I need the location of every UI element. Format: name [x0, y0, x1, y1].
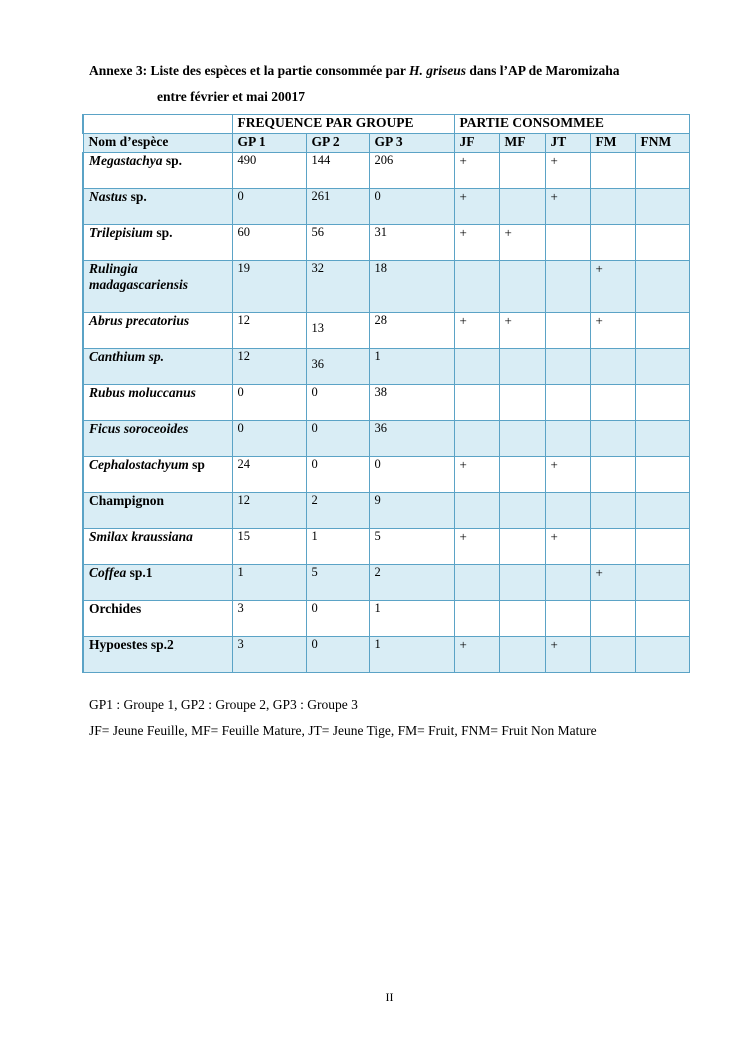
gp2-cell: 144 — [306, 153, 369, 189]
species-name-cell — [83, 349, 232, 385]
fnm-cell — [635, 601, 689, 637]
column-header: JF — [454, 134, 499, 153]
jt-cell — [545, 261, 590, 313]
fm-cell: + — [590, 565, 635, 601]
gp3-cell: 38 — [369, 385, 454, 421]
mf-cell — [499, 565, 545, 601]
gp3-cell: 1 — [369, 637, 454, 673]
fm-cell — [590, 153, 635, 189]
jf-cell: + — [454, 153, 499, 189]
mf-cell — [499, 637, 545, 673]
jt-cell — [545, 493, 590, 529]
species-genus: Rubus moluccanus — [89, 385, 196, 400]
fm-cell — [590, 637, 635, 673]
species-rest: Hypoestes sp.2 — [89, 637, 174, 652]
mf-cell — [499, 601, 545, 637]
species-name-cell — [83, 261, 232, 313]
legend-parts: JF= Jeune Feuille, MF= Feuille Mature, JT= Jeune Tige, FM= Fruit, FNM= Fruit Non Mature — [89, 723, 597, 738]
species-genus: Megastachya — [89, 153, 163, 168]
table-row — [83, 189, 689, 225]
species-genus: Smilax kraussiana — [89, 529, 193, 544]
jt-cell — [545, 421, 590, 457]
mf-cell: + — [499, 313, 545, 349]
gp2-cell — [306, 349, 369, 385]
mf-cell — [499, 385, 545, 421]
species-rest: sp. — [153, 225, 173, 240]
fnm-cell — [635, 225, 689, 261]
jt-cell: + — [545, 457, 590, 493]
gp1-cell: 0 — [232, 385, 306, 421]
mf-cell — [499, 421, 545, 457]
fnm-cell — [635, 153, 689, 189]
jf-cell — [454, 261, 499, 313]
fnm-cell — [635, 349, 689, 385]
gp2-cell: 0 — [306, 457, 369, 493]
blank-header-cell — [83, 115, 232, 134]
mf-cell — [499, 349, 545, 385]
fnm-cell — [635, 421, 689, 457]
gp1-cell: 3 — [232, 601, 306, 637]
column-header: FNM — [635, 134, 689, 153]
gp3-cell: 2 — [369, 565, 454, 601]
mf-cell: + — [499, 225, 545, 261]
title-species: H. griseus — [408, 63, 466, 78]
table-row — [83, 637, 689, 673]
gp2-cell: 1 — [306, 529, 369, 565]
group-header-row — [83, 115, 689, 134]
jf-cell: + — [454, 189, 499, 225]
jt-cell — [545, 565, 590, 601]
gp1-cell: 12 — [232, 313, 306, 349]
column-header: GP 2 — [306, 134, 369, 153]
gp1-cell: 490 — [232, 153, 306, 189]
species-genus: Rulingia madagascariensis — [89, 261, 189, 292]
species-name-cell — [83, 601, 232, 637]
column-header: MF — [499, 134, 545, 153]
jf-cell — [454, 601, 499, 637]
gp1-cell: 1 — [232, 565, 306, 601]
gp3-cell: 28 — [369, 313, 454, 349]
fnm-cell — [635, 457, 689, 493]
gp2-value: 13 — [311, 321, 324, 335]
table-row — [83, 225, 689, 261]
mf-cell — [499, 493, 545, 529]
gp3-cell: 0 — [369, 457, 454, 493]
gp1-cell: 12 — [232, 493, 306, 529]
species-name-cell — [83, 493, 232, 529]
jt-cell — [545, 601, 590, 637]
title-prefix: Annexe 3: Liste des espèces et la partie consommée par — [89, 63, 409, 78]
mf-cell — [499, 153, 545, 189]
gp1-cell: 24 — [232, 457, 306, 493]
fm-cell — [590, 529, 635, 565]
species-genus: Trilepisium — [89, 225, 154, 240]
table-row — [83, 565, 689, 601]
jt-cell: + — [545, 189, 590, 225]
species-rest: sp. — [162, 153, 183, 168]
gp2-value: 36 — [311, 357, 324, 371]
jf-cell: + — [454, 313, 499, 349]
gp2-cell: 56 — [306, 225, 369, 261]
gp1-cell: 60 — [232, 225, 306, 261]
table-row — [83, 529, 689, 565]
gp2-cell — [306, 313, 369, 349]
species-table — [82, 114, 690, 673]
consumed-part-group-header: PARTIE CONSOMMEE — [454, 115, 689, 134]
jt-cell: + — [545, 637, 590, 673]
gp2-cell: 0 — [306, 637, 369, 673]
species-rest: sp — [188, 457, 205, 472]
jt-cell: + — [545, 153, 590, 189]
table-row — [83, 261, 689, 313]
jf-cell — [454, 385, 499, 421]
fm-cell — [590, 601, 635, 637]
fm-cell — [590, 421, 635, 457]
species-name-cell — [83, 457, 232, 493]
column-header: JT — [545, 134, 590, 153]
jf-cell: + — [454, 529, 499, 565]
gp2-cell: 0 — [306, 385, 369, 421]
gp2-cell: 261 — [306, 189, 369, 225]
gp2-cell: 0 — [306, 421, 369, 457]
jt-cell — [545, 225, 590, 261]
mf-cell — [499, 189, 545, 225]
species-genus: Abrus precatorius — [89, 313, 190, 328]
mf-cell — [499, 529, 545, 565]
species-name-cell — [83, 529, 232, 565]
species-genus: Coffea — [89, 565, 127, 580]
species-rest: Champignon — [89, 493, 165, 508]
fnm-cell — [635, 189, 689, 225]
table-row — [83, 457, 689, 493]
frequency-group-header: FREQUENCE PAR GROUPE — [232, 115, 454, 134]
species-name-cell — [83, 153, 232, 189]
gp2-cell: 2 — [306, 493, 369, 529]
gp3-cell: 1 — [369, 601, 454, 637]
gp1-cell: 15 — [232, 529, 306, 565]
species-name-cell — [83, 225, 232, 261]
species-name-cell — [83, 637, 232, 673]
column-header: Nom d’espèce — [83, 134, 232, 153]
jf-cell: + — [454, 457, 499, 493]
fnm-cell — [635, 313, 689, 349]
table-row — [83, 493, 689, 529]
fm-cell — [590, 385, 635, 421]
fnm-cell — [635, 565, 689, 601]
species-name-cell — [83, 385, 232, 421]
species-name-cell — [83, 565, 232, 601]
jf-cell: + — [454, 225, 499, 261]
species-genus: Canthium sp. — [89, 349, 165, 364]
legend-groups: GP1 : Groupe 1, GP2 : Groupe 2, GP3 : Groupe 3 — [89, 697, 358, 712]
jt-cell — [545, 349, 590, 385]
column-header: FM — [590, 134, 635, 153]
gp3-cell: 206 — [369, 153, 454, 189]
gp3-cell: 9 — [369, 493, 454, 529]
gp1-cell: 0 — [232, 189, 306, 225]
jf-cell — [454, 421, 499, 457]
species-name-cell — [83, 421, 232, 457]
fnm-cell — [635, 493, 689, 529]
table-row — [83, 385, 689, 421]
jf-cell — [454, 349, 499, 385]
mf-cell — [499, 457, 545, 493]
column-header-row — [83, 134, 689, 153]
species-rest: sp.1 — [126, 565, 153, 580]
jt-cell — [545, 313, 590, 349]
species-genus: Nastus — [89, 189, 128, 204]
gp3-cell: 5 — [369, 529, 454, 565]
table-row — [83, 601, 689, 637]
fm-cell: + — [590, 313, 635, 349]
species-name-cell — [83, 189, 232, 225]
species-genus: Ficus soroceoides — [89, 421, 189, 436]
page-title — [89, 63, 619, 79]
fm-cell — [590, 189, 635, 225]
mf-cell — [499, 261, 545, 313]
table-row — [83, 313, 689, 349]
page-number: II — [385, 990, 394, 1004]
gp1-cell: 0 — [232, 421, 306, 457]
fm-cell — [590, 225, 635, 261]
jf-cell — [454, 565, 499, 601]
gp1-cell: 12 — [232, 349, 306, 385]
page-title-line2: entre février et mai 20017 — [157, 89, 305, 104]
table-row — [83, 349, 689, 385]
column-header: GP 1 — [232, 134, 306, 153]
jt-cell: + — [545, 529, 590, 565]
gp2-cell: 32 — [306, 261, 369, 313]
gp2-cell: 0 — [306, 601, 369, 637]
gp3-cell: 0 — [369, 189, 454, 225]
fnm-cell — [635, 385, 689, 421]
gp3-cell: 31 — [369, 225, 454, 261]
gp3-cell: 1 — [369, 349, 454, 385]
jf-cell — [454, 493, 499, 529]
species-rest: Orchides — [89, 601, 142, 616]
table-row — [83, 421, 689, 457]
fm-cell — [590, 493, 635, 529]
species-rest: sp. — [127, 189, 147, 204]
jf-cell: + — [454, 637, 499, 673]
fnm-cell — [635, 529, 689, 565]
gp1-cell: 19 — [232, 261, 306, 313]
jt-cell — [545, 385, 590, 421]
fnm-cell — [635, 637, 689, 673]
gp2-cell: 5 — [306, 565, 369, 601]
table-row — [83, 153, 689, 189]
species-genus: Cephalostachyum — [89, 457, 189, 472]
title-suffix: dans l’AP de Maromizaha — [465, 63, 620, 78]
gp1-cell: 3 — [232, 637, 306, 673]
fm-cell — [590, 457, 635, 493]
fm-cell — [590, 349, 635, 385]
fm-cell: + — [590, 261, 635, 313]
column-header: GP 3 — [369, 134, 454, 153]
gp3-cell: 36 — [369, 421, 454, 457]
gp3-cell: 18 — [369, 261, 454, 313]
fnm-cell — [635, 261, 689, 313]
species-name-cell — [83, 313, 232, 349]
